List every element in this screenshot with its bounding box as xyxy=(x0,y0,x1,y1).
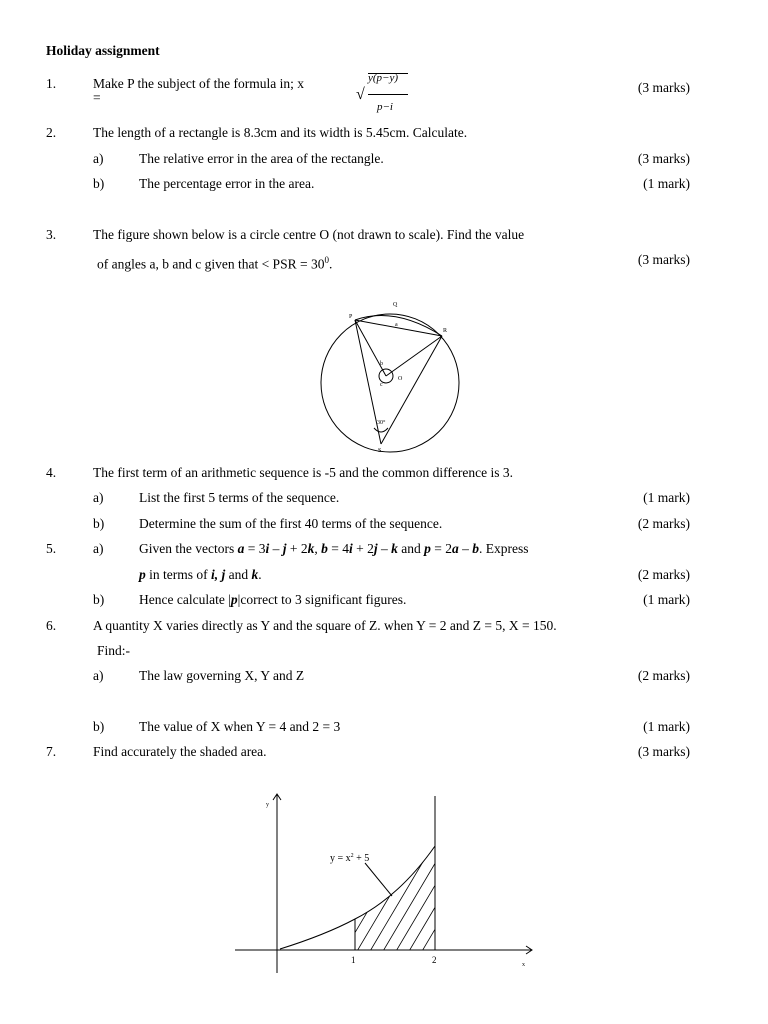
q1-equals: = xyxy=(93,90,101,105)
label-S: S xyxy=(378,448,382,454)
q5a-text: Given the vectors a = 3i – j + 2k, b = 4i + 2j – k and p = 2a – b. Express xyxy=(139,541,529,556)
x-axis-label: x xyxy=(522,962,525,968)
q2-text: The length of a rectangle is 8.3cm and its width is 5.45cm. Calculate. xyxy=(93,125,468,140)
q6b-label: b) xyxy=(93,719,105,734)
q3-line1: The figure shown below is a circle centre O (not drawn to scale). Find the value xyxy=(93,227,525,242)
q6a-label: a) xyxy=(93,668,104,683)
q5b-marks: (1 mark) xyxy=(643,592,690,607)
curve-label: $y = x^2 + 5$ xyxy=(330,853,370,864)
shaded-area-graph xyxy=(230,788,540,978)
q7-marks: (3 marks) xyxy=(637,744,690,759)
page-title: Holiday assignment xyxy=(46,43,160,58)
q2b-text: The percentage error in the area. xyxy=(139,176,315,191)
q4b-label: b) xyxy=(93,516,105,531)
q4-text: The first term of an arithmetic sequence is -5 and the common difference is 3. xyxy=(93,465,513,480)
sqrt-symbol: √ xyxy=(356,86,365,103)
q5a-marks: (2 marks) xyxy=(637,567,690,582)
label-R: R xyxy=(443,328,448,334)
label-angle-30: 30° xyxy=(377,420,386,426)
q4a-text: List the first 5 terms of the sequence. xyxy=(139,490,340,505)
q4a-label: a) xyxy=(93,490,104,505)
q2a-marks: (3 marks) xyxy=(637,151,690,166)
q5-number: 5. xyxy=(46,541,57,556)
label-Q: Q xyxy=(393,302,398,308)
q2a-text: The relative error in the area of the rectangle. xyxy=(139,151,384,166)
q1-fraction-numerator: y(p−y) xyxy=(368,72,399,84)
q4b-text: Determine the sum of the first 40 terms of the sequence. xyxy=(139,516,443,531)
q1-text: Make P the subject of the formula in; x xyxy=(93,76,304,91)
circle-diagram xyxy=(310,298,470,458)
q5a-label: a) xyxy=(93,541,104,556)
q3-marks: (3 marks) xyxy=(637,252,690,267)
label-a: a xyxy=(395,322,398,328)
label-P: P xyxy=(349,314,353,320)
q6b-text: The value of X when Y = 4 and 2 = 3 xyxy=(139,719,341,734)
q5b-text: Hence calculate |p|correct to 3 significant figures. xyxy=(139,592,407,607)
q1-marks: (3 marks) xyxy=(637,80,690,95)
q6a-marks: (2 marks) xyxy=(637,668,690,683)
tick-1: 1 xyxy=(351,955,356,965)
q1-fraction-denominator: p−i xyxy=(377,101,393,113)
q4a-marks: (1 mark) xyxy=(643,490,690,505)
q5b-label: b) xyxy=(93,592,105,607)
y-axis-label: y xyxy=(266,802,269,808)
q6-text: A quantity X varies directly as Y and the square of Z. when Y = 2 and Z = 5, X = 150. xyxy=(93,618,557,633)
q3-number: 3. xyxy=(46,227,57,242)
q2b-label: b) xyxy=(93,176,105,191)
q4b-marks: (2 marks) xyxy=(637,516,690,531)
q6-number: 6. xyxy=(46,618,57,633)
label-c: c xyxy=(380,382,383,388)
label-b: b xyxy=(380,361,383,367)
q5a-line2: p in terms of i, j and k. xyxy=(139,567,262,582)
q6a-text: The law governing X, Y and Z xyxy=(139,668,305,683)
label-O: O xyxy=(398,376,403,382)
q3-line2: of angles a, b and c given that < PSR = $30^0$. xyxy=(97,255,333,272)
q1-number: 1. xyxy=(46,76,57,91)
tick-2: 2 xyxy=(432,955,437,965)
q6-find: Find:- xyxy=(97,643,131,658)
q7-text: Find accurately the shaded area. xyxy=(93,744,267,759)
q2a-label: a) xyxy=(93,151,104,166)
q2b-marks: (1 mark) xyxy=(643,176,690,191)
q1-formula xyxy=(356,72,416,116)
q2-number: 2. xyxy=(46,125,57,140)
q7-number: 7. xyxy=(46,744,57,759)
q4-number: 4. xyxy=(46,465,57,480)
q6b-marks: (1 mark) xyxy=(643,719,690,734)
